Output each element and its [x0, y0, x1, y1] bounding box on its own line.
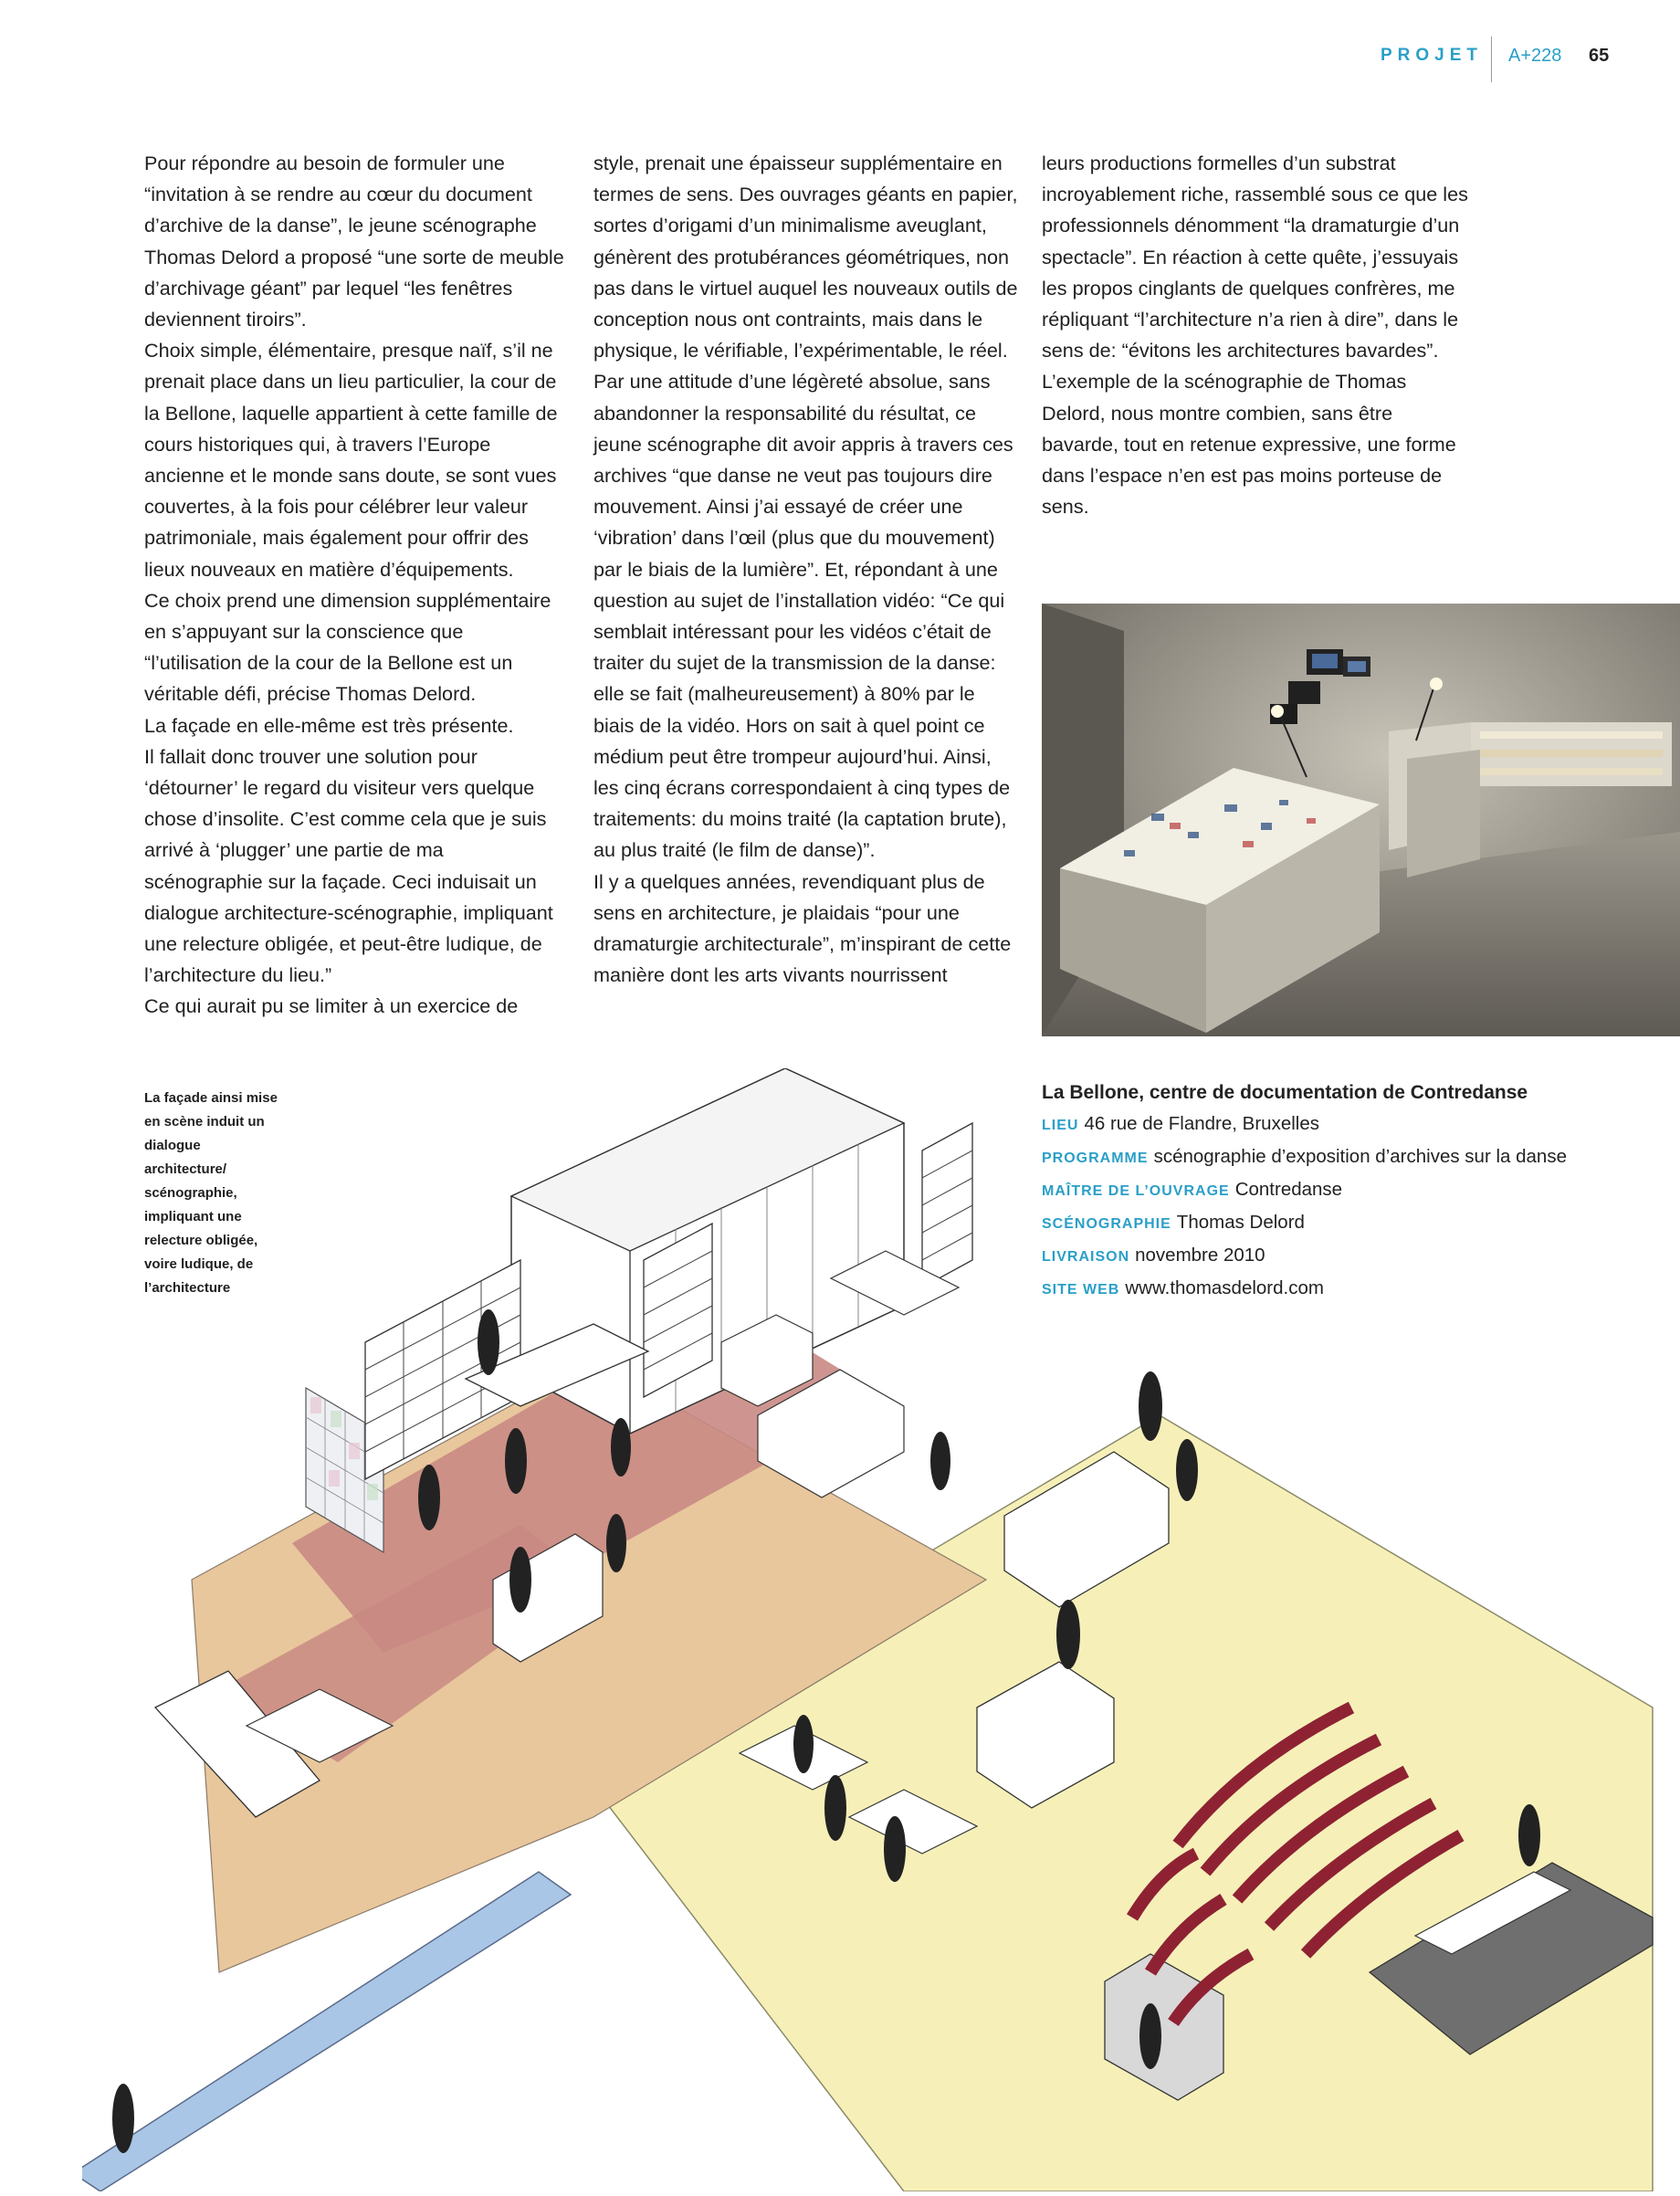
- fact-value: novembre 2010: [1135, 1245, 1265, 1266]
- fact-value: scénographie d’exposition d’archives sur la danse: [1153, 1146, 1567, 1167]
- paragraph: L’exemple de la scénographie de Thomas Delord, nous montre combien, sans être bavarde, tout en retenue expressive, une forme dans l’espace n’en est pas moins porteuse de sens.: [1042, 370, 1456, 519]
- drawing-caption: La façade ainsi mise en scène induit un dialogue architecture/ scénographie, impliquant une relecture obligée, voire ludique, de l’architecture: [144, 1090, 278, 1296]
- paragraph: La façade en elle-même est très présente.: [144, 713, 514, 737]
- section-label: PROJET: [1381, 46, 1484, 65]
- article-column-3: [1042, 148, 1471, 522]
- fact-label: PROGRAMME: [1042, 1151, 1149, 1166]
- isometric-plan-svg: [82, 1068, 1680, 2191]
- bookcase: [922, 1123, 972, 1287]
- fact-label: LIEU: [1042, 1118, 1079, 1133]
- fact-label: SCÉNOGRAPHIE: [1042, 1216, 1171, 1232]
- header-divider: [1491, 37, 1492, 82]
- fact-label: SITE WEB: [1042, 1282, 1120, 1298]
- paragraph: Pour répondre au besoin de formuler une “invitation à se rendre au cœur du document d’archive de la danse”, le jeune scénographe Thomas Delord a proposé “une sorte de meuble d’archivage géant” par lequel “les fenêtres deviennent tiroirs”.: [144, 152, 564, 331]
- paragraph: style, prenait une épaisseur supplémentaire en termes de sens. Des ouvrages géants en papier, sortes d’origami d’un minimalisme aveuglant, génèrent des protubérances géométriques, non pas dans le virtuel auquel les nouveaux outils de conception nous ont contraints, mais dans le physique, le vérifiable, l’expérimentable, le réel.: [593, 152, 1018, 362]
- page-number: 65: [1589, 46, 1610, 66]
- paragraph: Il fallait donc trouver une solution pour ‘détourner’ le regard du visiteur vers quelque chose d’insolite. C’est comme cela que je suis arrivé à ‘plugger’ une partie de ma scénographie sur la façade. Ceci induisait un dialogue architecture-scénographie, impliquant une relecture obligée, et peut-être ludique, de l’architecture du lieu.”: [144, 744, 553, 987]
- fact-value: Contredanse: [1234, 1179, 1343, 1200]
- fact-label: LIVRAISON: [1042, 1249, 1130, 1265]
- paragraph: Ce choix prend une dimension supplémentaire en s’appuyant sur la conscience que “l’utilisation de la cour de la Bellone est un véritable défi, précise Thomas Delord.: [144, 588, 551, 706]
- exhibition-photo-image: [1042, 604, 1680, 1036]
- article-column-2: [593, 148, 1018, 991]
- fact-value: Thomas Delord: [1176, 1212, 1305, 1233]
- fact-value: 46 rue de Flandre, Bruxelles: [1084, 1113, 1319, 1134]
- exhibition-photo: [1042, 604, 1680, 1036]
- paragraph: Par une attitude d’une légèreté absolue, sans abandonner la responsabilité du résultat, ce jeune scénographe dit avoir appris à travers ces archives “que danse ne veut pas toujours dire mouvement. Ainsi j’ai essayé de créer une ‘vibration’ dans l’œil (plus que du mouvement) par le biais de la lumière”. Et, répondant à une question au sujet de l’installation vidéo: “Ce qui semblait intéressant pour les vidéos c’était de traiter du sujet de la transmission de la danse: elle se fait (malheureusement) à 80% par le biais de la vidéo. Hors on sait à quel point ce médium peut être trompeur aujourd’hui. Ainsi, les cinq écrans correspondaient à cinq types de traitements: du moins traité (la captation brute), au plus traité (le film de danse)”.: [593, 370, 1013, 862]
- isometric-plan-drawing: [82, 1068, 1680, 2191]
- paragraph: Ce qui aurait pu se limiter à un exercice de: [144, 994, 519, 1018]
- page-header: [0, 46, 1680, 82]
- paragraph: leurs productions formelles d’un substrat incroyablement riche, rassemblé sous ce que les professionnels dénomment “la dramaturgie d’un spectacle”. En réaction à cette quête, j’essuyais les propos cinglants de quelques confrères, me répliquant “l’architecture n’a rien à dire”, dans le sens de: “évitons les architectures bavardes”.: [1042, 152, 1468, 362]
- magazine-issue: A+228: [1508, 46, 1562, 66]
- fact-value: www.thomasdelord.com: [1125, 1277, 1324, 1298]
- article-column-1: [144, 148, 564, 1023]
- fact-label: MAÎTRE DE L’OUVRAGE: [1042, 1183, 1230, 1199]
- paragraph: Choix simple, élémentaire, presque naïf, s’il ne prenait place dans un lieu particulier, la cour de la Bellone, laquelle appartient à cette famille de cours historiques qui, à travers l’Europe ancienne et le monde sans doute, se sont vues couvertes, à la fois pour célébrer leur valeur patrimoniale, mais également pour offrir des lieux nouveaux en matière d’équipements.: [144, 339, 558, 581]
- paragraph: Il y a quelques années, revendiquant plus de sens en architecture, je plaidais “pour une dramaturgie architecturale”, m’inspirant de cette manière dont les arts vivants nourrissent: [593, 869, 1012, 987]
- facts-title: La Bellone, centre de documentation de Contredanse: [1042, 1082, 1528, 1103]
